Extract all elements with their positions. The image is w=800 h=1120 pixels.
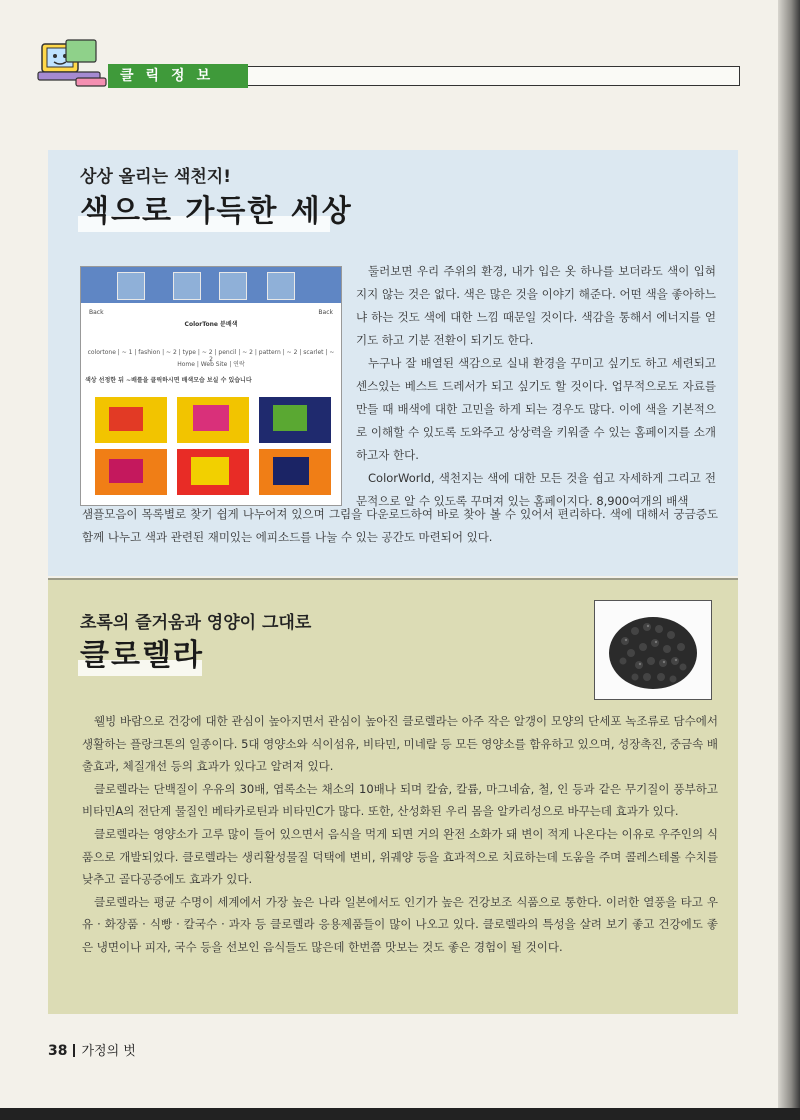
article1-full-text bbox=[82, 503, 718, 549]
swatch-3 bbox=[259, 397, 331, 443]
article1-subtitle: 상상 올리는 색천지! bbox=[80, 167, 231, 187]
screenshot-banner bbox=[81, 267, 341, 303]
screenshot-back-right: Back bbox=[318, 309, 333, 316]
website-screenshot bbox=[80, 266, 342, 506]
page-binding-edge bbox=[0, 1108, 800, 1120]
computer-mascot-icon bbox=[36, 38, 110, 88]
article2-paragraph: 웰빙 바람으로 건강에 대한 관심이 높아지면서 관심이 높아진 클로렐라는 아주 작은 알갱이 모양의 단세포 녹조류로 담수에서 생활하는 플랑크톤의 일종이다. 5대 영양소와 식이섬유, 비타민, 미네랄 등 모든 영양소를 함유하고 있으며, 성장촉진, 중금속 배출효과, 체질개선 등의 효과가 있다고 알려져 있다. bbox=[82, 714, 718, 774]
article2-paragraph: 클로렐라는 영양소가 고루 많이 들어 있으면서 음식을 먹게 되면 거의 완전 소화가 돼 변이 적게 나온다는 이유로 우주인의 식품으로 개발되었다. 클로렐라는 생리활성물질 덕택에 변비, 위궤양 등을 효과적으로 치료하는데 도움을 주며 콜레스테롤 수치를 낮추고 골다공증에도 효과가 있다. bbox=[82, 826, 718, 887]
article1-paragraph: ColorWorld, 색천지는 색에 대한 모든 것을 쉽고 자세하게 그리고 전문적으로 알 수 있도록 꾸며져 있는 홈페이지다. 8,900여개의 배색 bbox=[356, 471, 716, 508]
header-rule bbox=[248, 66, 740, 86]
swatch-5 bbox=[177, 449, 249, 495]
brush-icon bbox=[173, 272, 201, 300]
page-gutter bbox=[778, 0, 800, 1120]
magazine-name: 가정의 벗 bbox=[81, 1044, 136, 1059]
swatch-1 bbox=[95, 397, 167, 443]
grid-icon bbox=[219, 272, 247, 300]
page-footer bbox=[48, 1040, 136, 1059]
screenshot-nav2: Home | Web Site | 연락 bbox=[177, 361, 245, 368]
article1-paragraph: 둘러보면 우리 주위의 환경, 내가 입은 옷 하나를 보더라도 색이 입혀지지 않는 것은 없다. 색은 많은 것을 이야기 해준다. 어떤 색을 좋아하느냐 하는 것도 색에 대한 느낌 때문일 것이다. 색감을 통해서 에너지를 얻기도 하고 기분 전환이 되기도 한다. bbox=[356, 264, 716, 347]
swatch-4 bbox=[95, 449, 167, 495]
page-number: 38 bbox=[48, 1043, 68, 1059]
article2-paragraph: 클로렐라는 단백질이 우유의 30배, 엽록소는 채소의 10배나 되며 칼슘, 칼륨, 마그네슘, 철, 인 등과 같은 무기질이 풍부하고 비타민A의 전단계 물질인 베타카로틴과 비타민C가 많다. 또한, 산성화된 우리 몸을 알카리성으로 바꾸는데 효과가 있다. bbox=[82, 781, 718, 819]
article1-paragraph: 누구나 잘 배열된 색감으로 실내 환경을 꾸미고 싶기도 하고 세련되고 센스있는 베스트 드레서가 되고 싶기도 할 것이다. 업무적으로도 자료를 만들 때 배색에 대한 고민을 하게 되는 경우도 많다. 이에 색을 기본적으로 이해할 수 있도록 도와주고 상상력을 키워줄 수 있는 홈페이지를 소개하고자 한다. bbox=[356, 356, 716, 462]
lightbulb-icon bbox=[267, 272, 295, 300]
article1-paragraph-continued: 샘플모음이 목록별로 찾기 쉽게 나누어져 있으며 그림을 다운로드하여 바로 찾아 볼 수 있어서 편리하다. 색에 대해서 궁금증도 함께 나누고 색과 관련된 재미있는 에피소드를 나눌 수 있는 공간도 마련되어 있다. bbox=[82, 507, 718, 544]
screenshot-site-title: ColorTone 분배색 bbox=[184, 321, 238, 328]
article2-body bbox=[82, 710, 718, 959]
screenshot-back-left: Back bbox=[89, 309, 104, 316]
article1-column-text bbox=[356, 260, 716, 513]
palette-icon bbox=[117, 272, 145, 300]
swatch-6 bbox=[259, 449, 331, 495]
chlorella-tablets-photo bbox=[594, 600, 712, 700]
screenshot-nav: colortone | ~ 1 | fashion | ~ 2 | type | ~ 2 | pencil | ~ 2 | pattern | ~ 2 | scarlet | ~ 2 bbox=[87, 349, 335, 363]
swatch-2 bbox=[177, 397, 249, 443]
article2-paragraph: 클로렐라는 평균 수명이 세계에서 가장 높은 나라 일본에서도 인기가 높은 건강보조 식품으로 통한다. 이러한 열풍을 타고 우유 · 화장품 · 식빵 · 칼국수 · 과자 등 클로렐라 응용제품들이 많이 나오고 있다. 클로렐라의 특성을 살려 보기 좋고 건강에도 좋은 냉면이나 피자, 국수 등을 선보인 음식들도 많은데 한번쯤 맛보는 것도 좋은 경험이 될 것이다. bbox=[82, 894, 718, 954]
screenshot-caption: 색상 선정한 뒤 ~배를을 클릭하시면 배색모습 보실 수 있습니다 bbox=[85, 377, 252, 384]
article1-title: 색으로 가득한 세상 bbox=[80, 194, 353, 229]
footer-divider bbox=[73, 1044, 75, 1057]
article2-subtitle: 초록의 즐거움과 영양이 그대로 bbox=[80, 613, 312, 633]
article2-title: 클로렐라 bbox=[80, 638, 204, 673]
section-label: 클릭정보 bbox=[108, 64, 248, 88]
